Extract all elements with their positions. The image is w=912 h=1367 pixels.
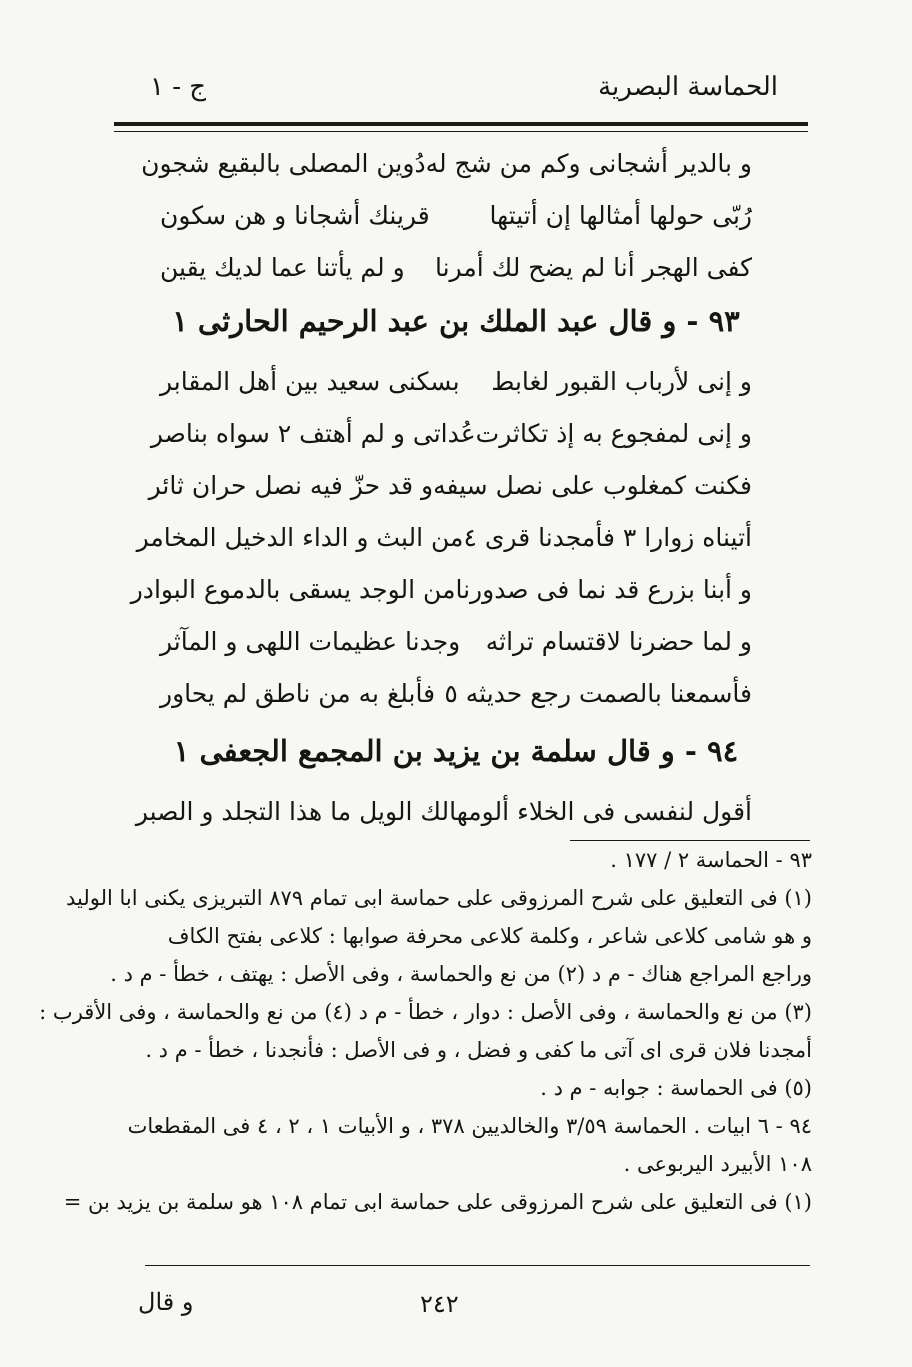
hemistich-second: بسكنى سعيد بين أهل المقابر	[160, 366, 460, 396]
page-number: ٢٤٢	[420, 1290, 459, 1318]
verse-line	[160, 358, 752, 404]
hemistich-second: عُداتى و لم أهتف ٢ سواه بناصر	[150, 418, 476, 448]
hemistich-second: و قد حزّ فيه نصل حران ثائر	[148, 470, 434, 500]
footnote-line: (٥) فى الحماسة : جوابه - م د .	[540, 1076, 812, 1100]
footnote-line: ١٠٨ الأبيرد اليربوعى .	[623, 1152, 812, 1176]
verse-line	[150, 410, 752, 456]
verse-line	[160, 244, 752, 290]
running-title: الحماسة البصرية	[598, 72, 778, 102]
hemistich-first: رُبّى حولها أمثالها إن أتيتها	[489, 200, 752, 230]
verse-line	[160, 192, 752, 238]
verse-line	[160, 670, 752, 716]
hemistich-second: وجدنا عظيمات اللهى و المآثر	[160, 626, 461, 656]
hemistich-second: لك الويل ما هذا التجلد و الصبر	[135, 796, 450, 826]
verse-line	[141, 140, 752, 186]
verse-line	[135, 788, 752, 834]
hemistich-first: و إنى لمفجوع به إذ تكاثرت	[475, 418, 752, 448]
footnote-line: وراجع المراجع هناك - م د (٢) من نع والحماسة ، وفى الأصل : يهتف ، خطأ - م د .	[110, 962, 812, 986]
catchword: و قال	[138, 1288, 194, 1316]
hemistich-first: و أبنا بزرع قد نما فى صدورنا	[455, 574, 752, 604]
verse-line	[160, 618, 752, 664]
footnote-line: (١) فى التعليق على شرح المرزوقى على حماسة ابى تمام ٨٧٩ التبريزى يكنى ابا الوليد	[65, 886, 812, 910]
bottom-rule	[145, 1265, 810, 1266]
header-rule-thick	[114, 122, 808, 126]
hemistich-second: و لم يأتنا عما لديك يقين	[160, 252, 405, 282]
hemistich-first: فكنت كمغلوب على نصل سيفه	[433, 470, 752, 500]
hemistich-first: فأسمعنا بالصمت رجع حديثه ٥	[444, 678, 752, 708]
volume-number: ج - ١	[150, 72, 207, 102]
hemistich-first: و بالدير أشجانى وكم من شج له	[425, 148, 752, 178]
footnote-line: ٩٤ - ٦ ابيات . الحماسة ٣/٥٩ والخالديين ٣٧٨ ، و الأبيات ١ ، ٢ ، ٤ فى المقطعات	[127, 1114, 812, 1138]
poem-heading-94: ٩٤ - و قال سلمة بن يزيد بن المجمع الجعفى ١	[173, 734, 739, 768]
hemistich-first: و إنى لأرباب القبور لغابط	[491, 366, 752, 396]
header-rule-thin	[114, 131, 808, 132]
hemistich-first: أقول لنفسى فى الخلاء ألومها	[449, 796, 752, 826]
footnote-line: أمجدنا فلان قرى اى آتى ما كفى و فضل ، و فى الأصل : فأنجدنا ، خطأ - م د .	[145, 1038, 812, 1062]
verse-line	[130, 566, 752, 612]
poem-heading-93: ٩٣ - و قال عبد الملك بن عبد الرحيم الحارثى ١	[172, 304, 740, 338]
hemistich-first: كفى الهجر أنا لم يضح لك أمرنا	[434, 252, 752, 282]
hemistich-second: فأبلغ به من ناطق لم يحاور	[160, 678, 436, 708]
hemistich-second: من الوجد يسقى بالدموع البوادر	[130, 574, 456, 604]
footnote-line: (٣) من نع والحماسة ، وفى الأصل : دوار ، خطأ - م د (٤) من نع والحماسة ، وفى الأقرب :	[39, 1000, 812, 1024]
hemistich-first: أتيناه زوارا ٣ فأمجدنا قرى ٤	[463, 522, 752, 552]
hemistich-second: قرينك أشجانا و هن سكون	[160, 200, 430, 230]
verse-line	[148, 462, 752, 508]
footnote-line: (١) فى التعليق على شرح المرزوقى على حماسة ابى تمام ١٠٨ هو سلمة بن يزيد بن =	[63, 1190, 812, 1214]
footnote-line: ٩٣ - الحماسة ٢ / ١٧٧ .	[610, 848, 812, 872]
footnote-separator	[570, 840, 810, 841]
hemistich-first: و لما حضرنا لاقتسام تراثه	[485, 626, 752, 656]
footnote-line: و هو شامى كلاعى شاعر ، وكلمة كلاعى محرفة صوابها : كلاعى بفتح الكاف	[167, 924, 812, 948]
hemistich-second: من البث و الداء الدخيل المخامر	[136, 522, 464, 552]
verse-line	[136, 514, 752, 560]
hemistich-second: دُوين المصلى بالبقيع شجون	[141, 148, 426, 178]
